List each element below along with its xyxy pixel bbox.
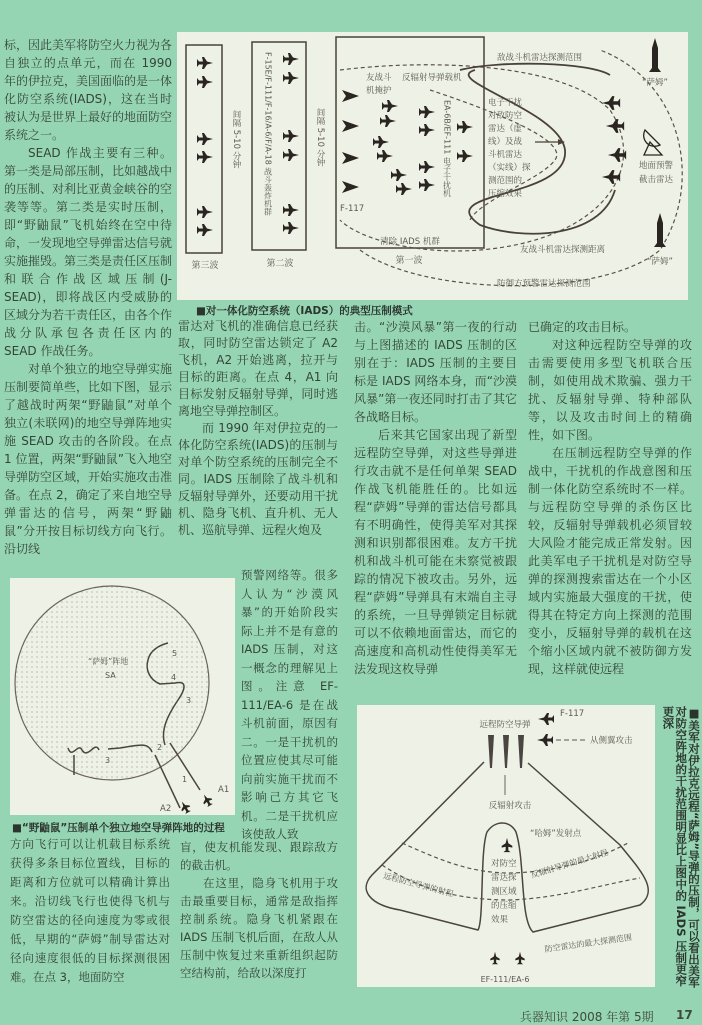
friendly-fighter-range-label: 友战斗机雷达探测距离 [520, 245, 606, 255]
jammer-label: EA-6B/EF-111 电子干扰机 [442, 100, 452, 197]
paragraph: 对这种远程防空导弹的攻击需要使用多型飞机联合压制，如使用战术欺骗、强力干扰、反辐射导弹、特种部队等，以及攻击时间上的精确性，如下图。 [528, 338, 692, 442]
left-column-top [4, 36, 172, 558]
column2-bottom [180, 838, 338, 982]
column3 [354, 318, 517, 678]
paragraph: 在这里，隐身飞机用于攻击最重要目标，通常是敌指挥控制系统。隐身飞机紧跟在 IADS 压制飞机后面，在敌人从压制中恢复过来重新组织起防空结构前，给敌以深度打 [180, 876, 338, 980]
jam-effect-line: 电子干扰 [488, 98, 523, 108]
long-range-sam-figure [357, 705, 655, 987]
left-column-bottom [10, 835, 170, 987]
radar-dish-icon [644, 130, 662, 155]
wave1-jets [342, 90, 473, 195]
wild-weasel-figure [10, 578, 235, 815]
paragraph: 雷达对飞机的准确信息已经获取，同时防空雷达锁定了 A2 飞机，A2 开始逃离，拉开与目标的距离。在点 4，A1 向目标发射反辐射导弹，同时逃离地空导弹控制区。 [178, 319, 338, 418]
paragraph: 在压制远程防空导弹的作战中，干扰机的作战意图和压制一体化防空系统时不一样。与远程防空导弹的杀伤区比较，反辐射导弹载机必须冒较大风险才能完成正常发射。因此美军电子干扰机是对防空导弹的探测搜索雷达在一个小区域内实施最大强度的干扰，使得其在特定方向上探测的范围变小，反辐射导弹的载机在这个缩小区域内就不被防御方发现，这样就使远程 [528, 446, 692, 676]
enemy-fighters [602, 96, 626, 184]
ground-radar-label: 截击雷达 [639, 175, 674, 185]
page-number: 17 [676, 1008, 693, 1022]
aircraft-label: A1 [218, 785, 230, 795]
jam-effect-line: 雷达（虚 [488, 124, 523, 134]
sam-range-label: 远程防空导弹的射程 [382, 871, 455, 899]
sam-label: “萨姆” [647, 257, 673, 267]
ground-radar-label: 地面预警 [639, 161, 674, 171]
jammer-jet-icon [490, 952, 499, 964]
jam-effect-line: 压缩效果 [488, 189, 523, 199]
enemy-fighter-range-label: 敌战斗机雷达探测范围 [497, 53, 583, 63]
column2-narrow [241, 566, 338, 844]
paragraph: SEAD 作战主要有三种。第一类是局部压制，比如越战中的压制、对利比亚黄金峡谷的空袭等等。第二类是实时压制，即“野鼬鼠”飞机始终在空中待命，一发现地空导弹雷达信号就实施摧毁。第三类是责任区压制和联合作战区域压制(J-SEAD)，即将战区内受威胁的区域分为若干责任区，由各个作战分队承包各责任区内的 SEAD 作战任务。 [4, 146, 173, 358]
point-label: 4 [171, 673, 177, 682]
paragraph: 已确定的攻击目标。 [528, 320, 637, 334]
iads-diagram [177, 32, 688, 300]
long-range-sam-diagram [357, 705, 655, 987]
paragraph: 标，因此美军将防空火力视为各自独立的点单元，而在 1990 年的伊拉克，美国面临的是一体化防空系统(IADS)，这在当时被认为是世界上最好的地面防空系统之一。 [4, 38, 173, 142]
paragraph: 而 1990 年对伊拉克的一体化防空系统(IADS)的压制与对单个防空系统的压制完全不同。IADS 压制除了战斗机和反辐射导弹外，还要动用干扰机、隐身飞机、直升机、无人机、巡航导弹、远程火炮及 [178, 421, 338, 537]
sam-site-code: SA [105, 671, 116, 680]
escort-label: 友战斗 [366, 73, 392, 83]
flank-jet-icon [537, 734, 553, 746]
column4 [528, 318, 692, 678]
paragraph: 预警网络等。很多人认为“沙漠风暴”的开始阶段实际上并不是有意的 IADS 压制，对这一概念的理解见上图。注意 EF-111/EA-6 是在战斗机前面，原因有二。一是干扰机的位置应使其尽可能向前实施干扰而不影响己方其它飞机。二是干扰机应该使敌人致 [241, 568, 338, 841]
flank-label: 从侧翼攻击 [590, 736, 633, 746]
wild-weasel-caption: ■“野鼬鼠”压制单个独立地空导弹阵地的过程 [12, 822, 225, 834]
point-label: 3 [105, 756, 111, 765]
column2-top [178, 318, 338, 539]
radar-range-label: 防空雷达的最大探测范围 [544, 932, 633, 954]
arm-carrier-label: 反辐射导弹载机 [402, 73, 462, 83]
jam-effect-line: （实线）探 [488, 163, 531, 173]
point-label: 1 [182, 775, 188, 784]
compress-line: 的压缩 [491, 901, 517, 911]
arm-attack-label: 反辐射攻击 [488, 801, 532, 811]
interval-label: 间隔 5-10 分钟 [231, 110, 241, 169]
long-range-sam-caption: ■美军对伊拉克远程“萨姆”导弹的压制，可以看出美军对防空阵地的干扰范围明显比上图中的 IADS 压制更窄更深 [661, 706, 701, 989]
compress-line: 雷达探 [491, 873, 517, 883]
missile-icons [488, 735, 524, 768]
defense-radar-range-label: 防御方预警雷达探测范围 [497, 279, 591, 289]
compress-line: 测区域 [491, 887, 517, 897]
aircraft-label: A2 [160, 804, 172, 814]
paragraph: 后来其它国家出现了新型远程防空导弹，对这些导弹进行攻击就不是任何单架 SEAD 作战飞机能胜任的。比如远程“萨姆”导弹的雷达信号都具有不明确性，使得美军对其探测和识别都很困难。友方干扰机和战斗机可能在未察觉被跟踪的情况下被攻击。另外，远程“萨姆”导弹具有末端自主寻的系统，一旦导弹锁定目标就可以不依赖地面雷达，而它的高速度和高机动性使得美军无法发现这枚导弹 [354, 428, 517, 676]
f117-label: F-117 [560, 709, 585, 719]
point-label: 2 [157, 743, 163, 752]
jam-effect-line: 斗机雷达 [488, 150, 523, 160]
compress-line: 效果 [491, 915, 509, 925]
paragraph: 对单个独立的地空导弹实施压制要简单些，比如下图，显示了越战时两架“野鼬鼠”对单个独立(未联网)的地空导弹阵地实施 SEAD 攻击的各阶段。在点 1 位置，两架“野鼬鼠”飞入地空导弹防空区域，开始实施攻击准备。在点 2，确定了来自地空导弹雷达的信号，两架“野鼬鼠”分开按目标切线方向飞行。沿切线 [4, 362, 173, 556]
jam-effect-line: 对敌防空 [488, 111, 523, 121]
wave1-label: 第一波 [395, 256, 423, 266]
harm-point-label: “哈姆”发射点 [530, 829, 582, 839]
wave2-jets [283, 53, 299, 234]
jam-effect-line: 测范围的 [488, 176, 523, 186]
sam-label: “萨姆” [642, 78, 668, 88]
iads-figure [177, 32, 688, 300]
escort-label: 机掩护 [366, 86, 392, 96]
f117-label: F-117 [340, 204, 365, 214]
paragraph: 方向飞行可以让机载目标系统获得多条目标位置线，目标的距离和方位就可以精确计算出来。沿切线飞行也使得飞机与防空雷达的径向速度为零或很低，早期的“萨姆”制导雷达对径向速度很低的目标探测很困难。在点 3，地面防空 [10, 837, 170, 984]
iads-figure-caption: ■对一体化防空系统（IADS）的典型压制模式 [196, 305, 413, 317]
sam-site-label: “萨姆”阵地 [88, 657, 129, 666]
missile-label: 远程防空导弹 [479, 720, 531, 730]
clear-iads-label: 清除 IADS 机群 [380, 237, 440, 247]
jam-effect-line: 线）及战 [488, 137, 523, 147]
wave3-jets [197, 57, 213, 236]
point-label: 5 [172, 649, 178, 658]
arm-range-label: 反辐射导弹的最大射程 [529, 847, 610, 880]
paragraph: 击。“沙漠风暴”第一夜的行动与上图描述的 IADS 压制的区别在于：IADS 压制的主要目标是 IADS 网络本身，而“沙漠风暴”第一夜还同时打击了其它各战略目标。 [354, 320, 517, 424]
bomber-group-label: F-15E/F-111/F-16/A-6/F/A-18 战斗轰炸机群 [263, 52, 273, 216]
compress-line: 对防空 [491, 859, 517, 869]
wild-weasel-diagram [10, 578, 235, 815]
jammer-jet-icon [515, 952, 524, 964]
point-label: 3 [186, 696, 192, 705]
sam-missile-icon [649, 38, 661, 72]
interval-label: 间隔 5-10 分钟 [315, 108, 325, 167]
wave2-box [252, 42, 306, 250]
wave3-label: 第三波 [191, 261, 219, 271]
paragraph: 盲，使友机能发现、跟踪敌方的截击机。 [180, 840, 338, 872]
compress-label [491, 858, 517, 925]
wave2-label: 第二波 [266, 259, 294, 269]
jam-effect-label [488, 97, 531, 199]
harm-jet-icon [502, 838, 513, 852]
aircraft-a1-icon [200, 792, 214, 807]
f117-icon [538, 713, 554, 725]
footer-magazine: 兵器知识 2008 年第 5期 [520, 1010, 654, 1024]
jammer-label: EF-111/EA-6 [480, 975, 530, 984]
